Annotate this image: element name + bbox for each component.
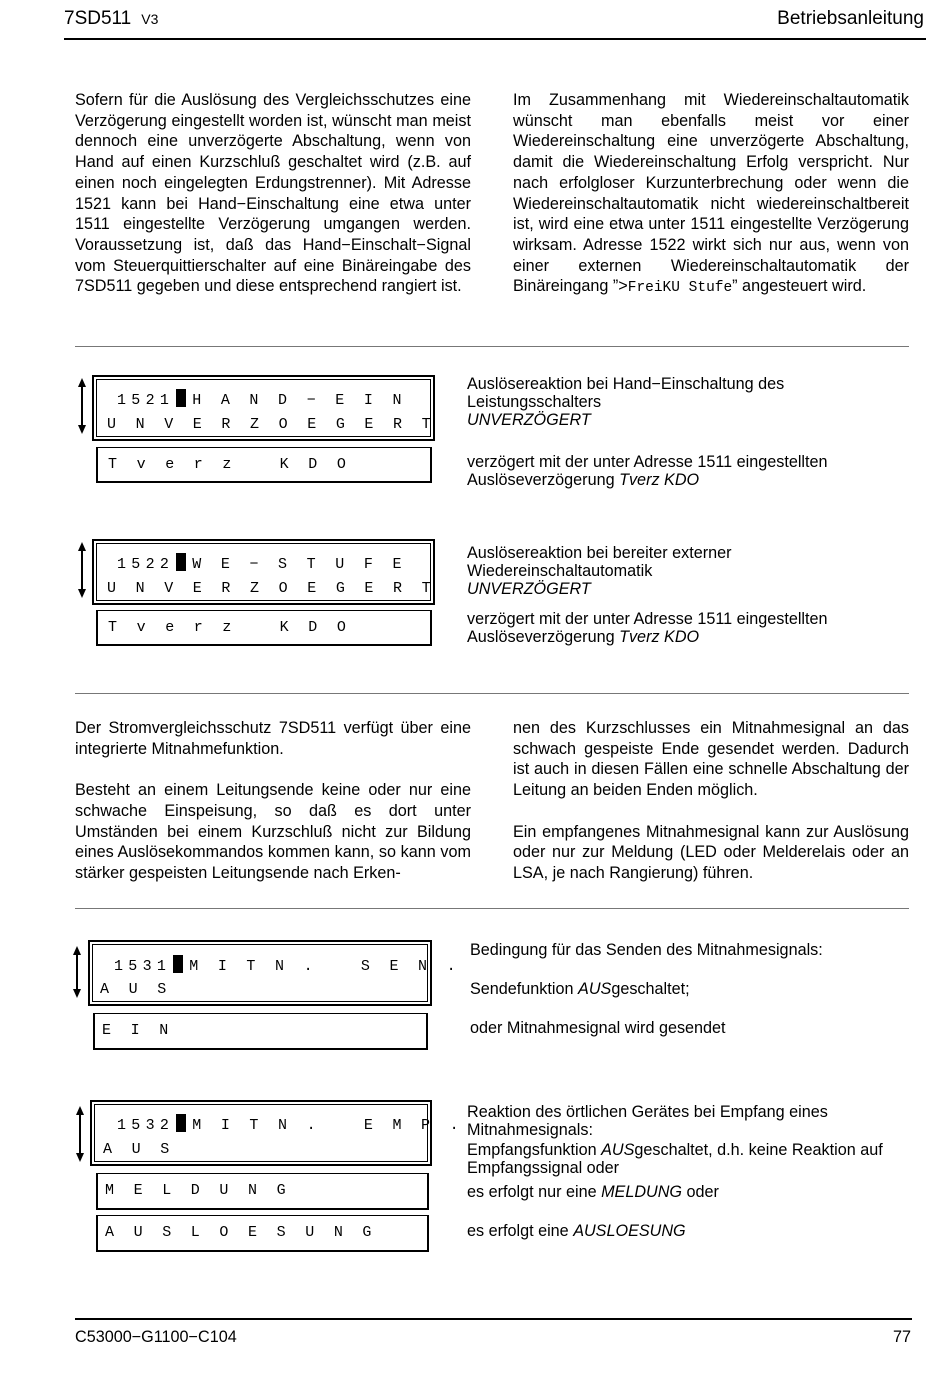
lcd-option[interactable] bbox=[93, 1013, 428, 1050]
setting-default-value: AUS bbox=[601, 1141, 635, 1159]
header-product bbox=[64, 8, 158, 30]
option-description: oder Mitnahmesignal wird gesendet bbox=[470, 1019, 726, 1037]
lcd-parameter-name: H A N D − E I N bbox=[192, 392, 407, 409]
option-description-suffix: oder bbox=[682, 1183, 719, 1201]
option-description bbox=[467, 1183, 909, 1201]
scroll-arrow-icon[interactable] bbox=[77, 378, 87, 434]
scroll-arrow-icon[interactable] bbox=[77, 542, 87, 598]
option-description-value: Tverz KDO bbox=[619, 628, 700, 646]
footer-page-number: 77 bbox=[892, 1328, 911, 1346]
intro-right-column bbox=[513, 90, 909, 299]
lcd-current-value: U N V E R Z O E G E R T bbox=[107, 580, 436, 597]
intro-right-paragraph bbox=[513, 90, 909, 299]
option-description-value: AUSLOESUNG bbox=[573, 1222, 686, 1240]
product-version: V3 bbox=[141, 11, 159, 27]
setting-description-main: Auslösereaktion bei Hand−Einschaltung des Leistungsschalters bbox=[467, 375, 785, 411]
lcd-option-text: E I N bbox=[102, 1022, 174, 1039]
setting-default-value: AUS bbox=[578, 980, 612, 998]
lcd-display-1532[interactable] bbox=[90, 1100, 464, 1166]
lcd-display-1522[interactable] bbox=[92, 539, 435, 605]
lcd-option[interactable] bbox=[96, 1173, 429, 1210]
lcd-cursor bbox=[173, 955, 183, 973]
product-name: 7SD511 bbox=[64, 8, 132, 29]
setting-description-suffix: geschaltet, d.h. keine Reaktion auf Empfangssignal oder bbox=[467, 1141, 883, 1177]
intro-right-text-end: ” angesteuert wird. bbox=[732, 277, 867, 296]
header-title: Betriebsanleitung bbox=[777, 8, 924, 29]
lcd-option-text: T v e r z K D O bbox=[108, 619, 352, 636]
setting-default-value: UNVERZÖGERT bbox=[467, 411, 591, 429]
scroll-arrow-icon[interactable] bbox=[72, 946, 82, 998]
scroll-arrow-icon[interactable] bbox=[75, 1106, 85, 1162]
section-rule bbox=[75, 693, 909, 694]
lcd-cursor bbox=[176, 1114, 186, 1132]
lcd-parameter-name: M I T N . E M P . bbox=[192, 1117, 464, 1134]
option-description-text: verzögert mit der unter Adresse 1511 eingestellten Auslöseverzögerung bbox=[467, 610, 828, 646]
setting-description bbox=[470, 980, 910, 998]
mitnahme-left-column bbox=[75, 718, 471, 884]
mitnahme-paragraph: nen des Kurzschlusses ein Mitnahmesignal an das schwach gespeiste Ende gesendet werden. Dadurch ist auch in diesen Fällen eine schnelle Abschaltung der Leitung an beiden Enden möglich. bbox=[513, 719, 909, 800]
footer-rule bbox=[75, 1318, 912, 1320]
binary-input-name: FreiKU Stufe bbox=[627, 280, 733, 297]
setting-description-prefix: Sendefunktion bbox=[470, 980, 579, 998]
mitnahme-paragraph: Ein empfangenes Mitnahmesignal kann zur Auslösung oder nur zur Meldung (LED oder Melderelais oder an LSA, je nach Rangierung) führen. bbox=[513, 822, 909, 882]
lcd-current-value: A U S bbox=[100, 981, 172, 998]
lcd-option[interactable] bbox=[96, 610, 432, 646]
lcd-option[interactable] bbox=[96, 447, 432, 483]
footer-doc-number: C53000−G1100−C104 bbox=[75, 1328, 237, 1346]
option-description-text: es erfolgt eine bbox=[467, 1222, 574, 1240]
option-description bbox=[467, 1222, 909, 1240]
mitnahme-right-column bbox=[513, 718, 909, 884]
lcd-current-value: U N V E R Z O E G E R T bbox=[107, 416, 436, 433]
lcd-address: 1521 bbox=[117, 392, 175, 409]
intro-right-text: Im Zusammenhang mit Wiedereinschaltautomatik wünscht man ebenfalls meist vor einer Wiedereinschaltung eine unverzögerte Abschaltung, damit die Wiedereinschaltung Erfolg verspricht. Nur nach erfolgloser Kurzunterbrechung oder wenn die Wiedereinschaltautomatik nicht wiedereinschaltbereit ist, wird eine etwa unter 1511 eingestellte Verzögerung wirksam. Adresse 1522 wirkt sich nur aus, wenn von einer externen Wiedereinschaltautomatik der Binäreingang ”> bbox=[513, 91, 909, 296]
option-description bbox=[467, 610, 909, 646]
lcd-option-text: T v e r z K D O bbox=[108, 456, 352, 473]
mitnahme-paragraph: Besteht an einem Leitungsende keine oder nur eine schwache Einspeisung, so daß es dort unter Umständen bei einem Kurzschluß nicht zur Bildung eines Auslösekommandos kommen kann, so kann vom stärker gespeisten Leitungsende nach Erken- bbox=[75, 781, 471, 882]
section-rule bbox=[75, 908, 909, 909]
setting-description bbox=[467, 1141, 909, 1177]
lcd-option-text: A U S L O E S U N G bbox=[105, 1224, 377, 1241]
setting-description-main: Auslösereaktion bei bereiter externer Wiedereinschaltautomatik bbox=[467, 544, 732, 580]
lcd-cursor bbox=[176, 389, 186, 407]
option-description-value: Tverz KDO bbox=[619, 471, 700, 489]
lcd-option-text: M E L D U N G bbox=[105, 1182, 291, 1199]
lcd-cursor bbox=[176, 553, 186, 571]
lcd-address: 1522 bbox=[117, 556, 175, 573]
lcd-parameter-name: M I T N . S E N . bbox=[189, 958, 461, 975]
lcd-address: 1532 bbox=[117, 1117, 175, 1134]
lcd-option[interactable] bbox=[96, 1215, 429, 1252]
section-rule bbox=[75, 346, 909, 347]
option-description-text: verzögert mit der unter Adresse 1511 eingestellten Auslöseverzögerung bbox=[467, 453, 828, 489]
setting-description-main: Reaktion des örtlichen Gerätes bei Empfang eines Mitnahmesignals: bbox=[467, 1103, 828, 1139]
header-rule bbox=[64, 38, 926, 40]
lcd-display-1521[interactable] bbox=[92, 375, 435, 441]
intro-left-column bbox=[75, 90, 471, 297]
setting-description bbox=[467, 375, 909, 429]
setting-description-suffix: geschaltet; bbox=[611, 980, 690, 998]
setting-description-prefix: Empfangsfunktion bbox=[467, 1141, 602, 1159]
setting-description bbox=[467, 544, 909, 598]
intro-left-paragraph: Sofern für die Auslösung des Vergleichsschutzes eine Verzögerung eingestellt worden ist, wünscht man meist dennoch eine unverzögerte Abschaltung, wenn von Hand auf einen Kurzschluß geschaltet wird (z.B. auf einen noch eingelegten Erdungstrenner). Mit Adresse 1521 kann bei Hand−Einschaltung eine etwa unter 1511 eingestellte Verzögerung umgangen werden. Voraussetzung ist, daß das Hand−Einschalt−Signal vom Steuerquittierschalter auf eine Binäreingabe des 7SD511 gegeben und diese entsprechend rangiert ist. bbox=[75, 91, 471, 296]
lcd-parameter-name: W E − S T U F E bbox=[192, 556, 407, 573]
option-description-value: MELDUNG bbox=[601, 1183, 683, 1201]
mitnahme-paragraph: Der Stromvergleichsschutz 7SD511 verfügt über eine integrierte Mitnahmefunktion. bbox=[75, 719, 471, 758]
lcd-current-value: A U S bbox=[103, 1141, 175, 1158]
option-description bbox=[467, 453, 909, 489]
lcd-address: 1531 bbox=[114, 958, 172, 975]
setting-default-value: UNVERZÖGERT bbox=[467, 580, 591, 598]
option-description-text: es erfolgt nur eine bbox=[467, 1183, 602, 1201]
setting-description-main: Bedingung für das Senden des Mitnahmesignals: bbox=[470, 941, 823, 959]
lcd-display-1531[interactable] bbox=[88, 940, 461, 1006]
